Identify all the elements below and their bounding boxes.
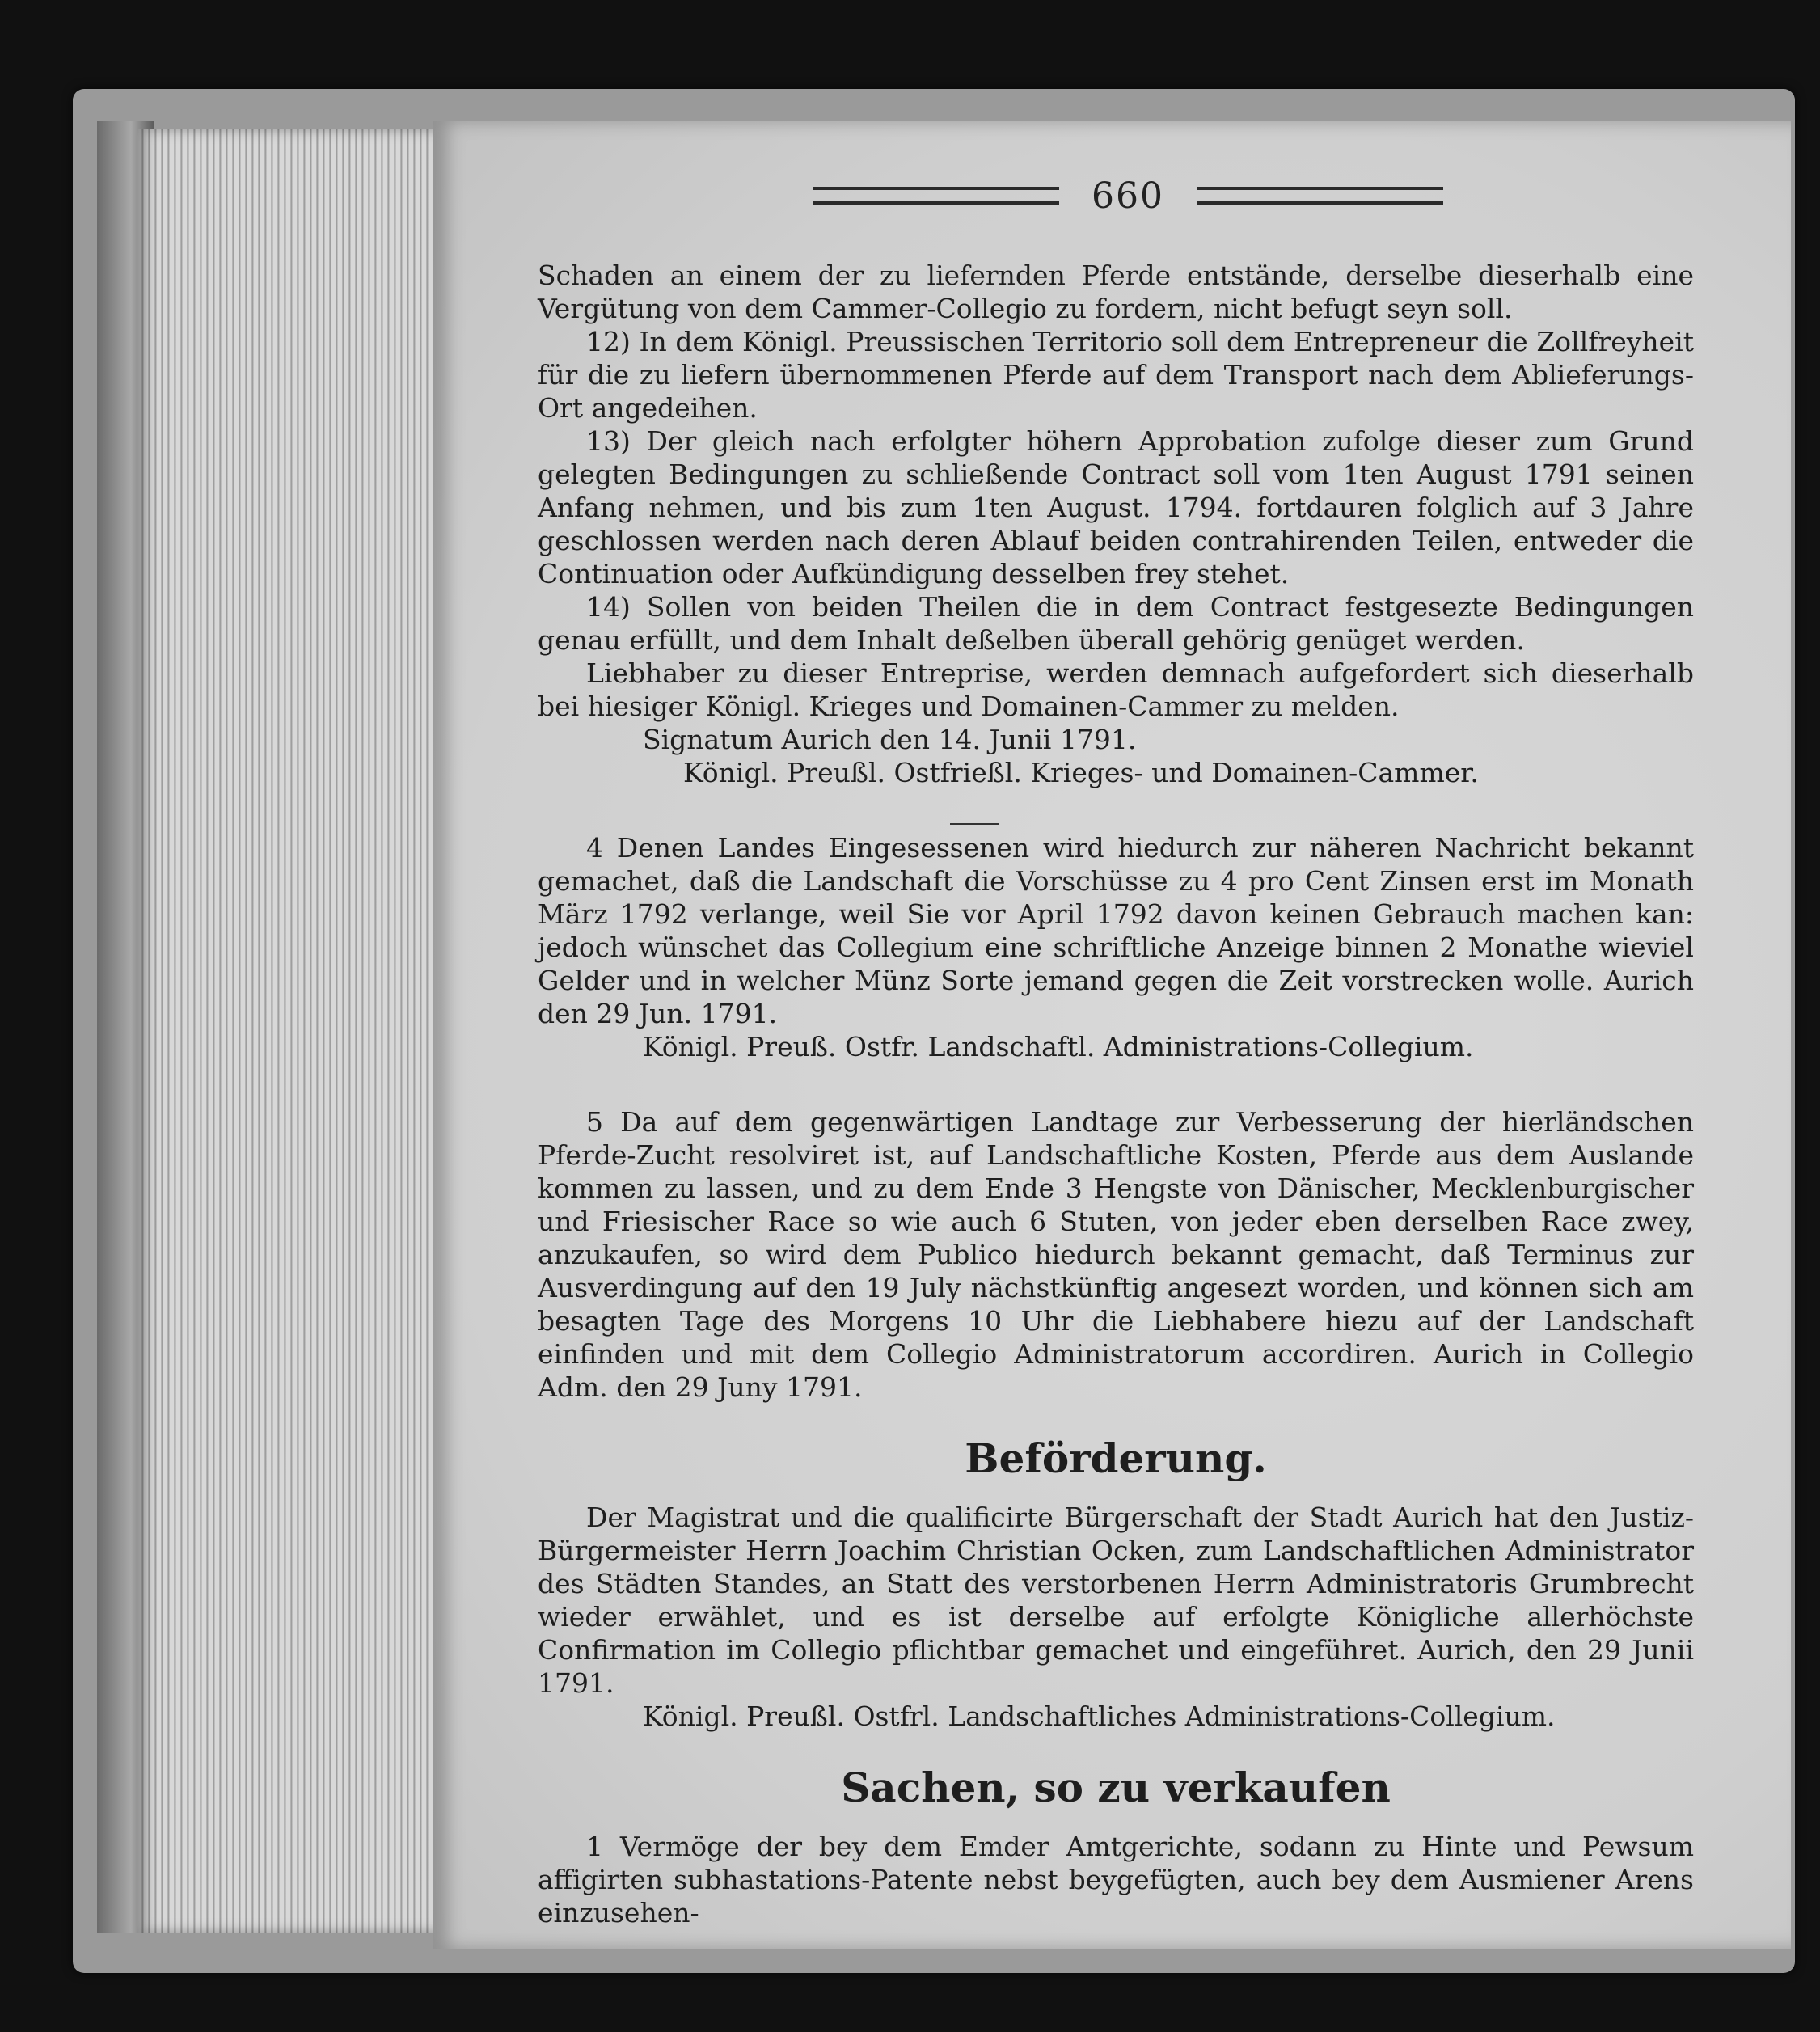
signature-authority-2: Königl. Preuß. Ostfr. Landschaftl. Administrations-Collegium. [643, 1031, 1474, 1062]
heading-befoerderung: Beförderung. [965, 1434, 1267, 1482]
header-rule-left [813, 187, 1059, 205]
paragraph-4: 4 Denen Landes Eingesessenen wird hiedurch zur näheren Nachricht bekannt gemachet, daß die Landschaft die Vorschüsse zu 4 pro Cent Zinsen erst im Monath März 1792 verlange, weil Sie vor April 1792 davon keinen Gebrauch machen kan: jedoch wünschet das Collegium eine schriftliche Anzeige binnen 2 Monathe wieviel Gelder und in welcher Münz Sorte jemand gegen die Zeit vorstrecken wolle. Aurich den 29 Jun. 1791. [538, 832, 1694, 1029]
page-edges [137, 129, 437, 1933]
paragraph-befoerderung: Der Magistrat und die qualificirte Bürgerschaft der Stadt Aurich hat den Justiz-Bürgermeister Herrn Joachim Christian Ocken, zum Landschaftlichen Administrator des Städten Standes, an Statt des verstorbenen Herrn Administratoris Grumbrecht wieder erwählet, und es ist derselbe auf erfolgte Königliche allerhöchste Confirmation im Collegio pflichtbar gemachet und eingeführet. Aurich, den 29 Junii 1791. [538, 1502, 1694, 1699]
paragraph-12: 12) In dem Königl. Preussischen Territorio soll dem Entrepreneur die Zollfreyheit für die zu liefern übernommenen Pferde auf dem Transport nach dem Ablieferungs-Ort angedeihen. [538, 326, 1694, 424]
paragraph-5: 5 Da auf dem gegenwärtigen Landtage zur Verbesserung der hierländschen Pferde-Zucht resolviret ist, auf Landschaftliche Kosten, Pferde aus dem Auslande kommen zu lassen, und zu dem Ende 3 Hengste von Dänischer, Mecklenburgischer und Friesischer Race so wie auch 6 Stuten, von jeder eben derselben Race zwey, anzukaufen, so wird dem Publico hiedurch bekannt gemacht, daß Terminus zur Ausverdingung auf den 19 July nächstkünftig angesezt worden, und können sich am besagten Tage des Morgens 10 Uhr die Liebhabere hiezu auf der Landschaft einfinden und mit dem Collegio Administratorum accordiren. Aurich in Collegio Adm. den 29 Juny 1791. [538, 1106, 1694, 1403]
page-body [538, 259, 1694, 1929]
header-rule-right [1197, 187, 1443, 205]
signature-authority-1: Königl. Preußl. Ostfrießl. Krieges- und Domainen-Cammer. [683, 757, 1479, 788]
book-page [433, 121, 1791, 1949]
page-header [813, 171, 1443, 220]
signature-authority-3: Königl. Preußl. Ostfrl. Landschaftliches Administrations-Collegium. [643, 1700, 1556, 1732]
paragraph-sachen-1: 1 Vermöge der bey dem Emder Amtgerichte, sodann zu Hinte und Pewsum affigirten subhastations-Patente nebst beygefügten, auch bey dem Ausmiener Arens einzusehen- [538, 1831, 1694, 1928]
paragraph-continuation: Schaden an einem der zu liefernden Pferde entstände, derselbe dieserhalb eine Vergütung von dem Cammer-Collegio zu fordern, nicht befugt seyn soll. [538, 260, 1694, 324]
page-number: 660 [1092, 175, 1164, 217]
signature-date-1: Signatum Aurich den 14. Junii 1791. [643, 724, 1137, 755]
heading-sachen: Sachen, so zu verkaufen [841, 1764, 1391, 1811]
paragraph-13: 13) Der gleich nach erfolgter höhern Approbation zufolge dieser zum Grund gelegten Bedingungen zu schließende Contract soll vom 1ten August 1791 seinen Anfang nehmen, und bis zum 1ten August. 1794. fortdauren folglich auf 3 Jahre geschlossen werden nach deren Ablauf beiden contrahirenden Teilen, entweder die Continuation oder Aufkündigung desselben frey stehet. [538, 425, 1694, 589]
paragraph-14: 14) Sollen von beiden Theilen die in dem Contract festgesezte Bedingungen genau erfüllt, und dem Inhalt deßelben überall gehörig genüget werden. [538, 591, 1694, 656]
paragraph-liebhaber: Liebhaber zu dieser Entreprise, werden demnach aufgefordert sich dieserhalb bei hiesiger Königl. Krieges und Domainen-Cammer zu melden. [538, 657, 1694, 722]
